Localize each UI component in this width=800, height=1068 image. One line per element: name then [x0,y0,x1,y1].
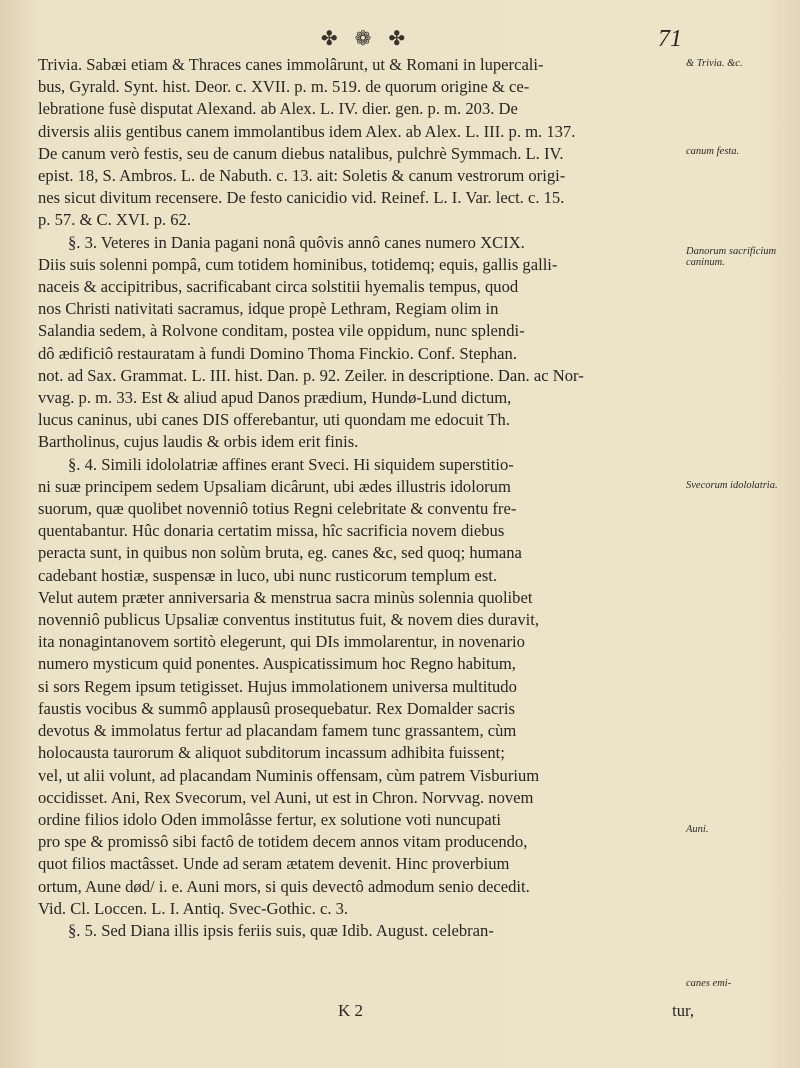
signature-mark: K 2 [338,1001,364,1020]
text-line: Velut autem præter anniversaria & menstrua sacra minùs solennia quolibet [38,587,533,607]
text-line: faustis vocibus & summô applausû prosequebatur. Rex Domalder sacris [38,698,515,718]
text-line: devotus & immolatus fertur ad placandam famem tunc grassantem, cùm [38,721,517,741]
text-line: Vid. Cl. Loccen. L. I. Antiq. Svec-Gothic. c. 3. [38,898,349,918]
text-line: Trivia. Sabæi etiam & Thraces canes immolârunt, ut & Romani in lupercali- [38,55,544,74]
margin-note: & Trivia. &c. [686,58,743,69]
text-line: diversis aliis gentibus canem immolantibus idem Alex. ab Alex. L. III. p. m. 137. [38,121,576,141]
margin-note: Danorum sacrificium caninum. [686,246,777,268]
text-line: holocausta taurorum & aliquot subditorum incassum adhibita fuissent; [38,743,505,763]
text-line: quentabantur. Hûc donaria certatim missa, hîc sacrificia novem diebus [38,521,505,541]
text-line: quot filios mactâsset. Unde ad seram ætatem devenit. Hinc proverbium [38,854,510,874]
margin-note: canes emi- [686,978,732,989]
page-number: 71 [658,26,682,52]
text-line: peracta sunt, in quibus non solùm bruta, eg. canes &c, sed quoq; humana [38,543,522,563]
text-line: novenniô publicus Upsaliæ conventus institutus fuit, & novem dies duravit, [38,610,539,630]
text-line: lebratione fusè disputat Alexand. ab Alex. L. IV. dier. gen. p. m. 203. De [38,99,518,119]
text-line: Diis suis solenni pompâ, cum totidem hominibus, totidemq; equis, gallis galli- [38,254,558,274]
margin-note: Auni. [686,824,709,835]
text-line: §. 4. Simili idololatriæ affines erant Sveci. Hi siquidem superstitio- [68,454,514,474]
text-line: dô ædificiô restauratam à fundi Domino Thoma Finckio. Conf. Stephan. [38,343,517,363]
text-line: numero mysticum quid ponentes. Auspicatissimum hoc Regno habitum, [38,654,516,674]
text-line: bus, Gyrald. Synt. hist. Deor. c. XVII. p. m. 519. de quorum origine & ce- [38,77,530,97]
text-line: occidisset. Ani, Rex Svecorum, vel Auni, ut est in Chron. Norvvag. novem [38,787,534,807]
text-line: §. 3. Veteres in Dania pagani nonâ quôvis annô canes numero XCIX. [68,232,525,252]
text-line: Salandia sedem, à Rolvone conditam, postea vile oppidum, nunc splendi- [38,321,525,341]
margin-note: canum festa. [686,146,740,157]
text-line: not. ad Sax. Grammat. L. III. hist. Dan. p. 92. Zeiler. in descriptione. Dan. ac Nor- [38,365,584,385]
text-line: §. 5. Sed Diana illis ipsis feriis suis, quæ Idib. August. celebran- [68,920,494,940]
text-line: ortum, Aune død/ i. e. Auni mors, si quis devectô admodum senio decedit. [38,876,530,896]
margin-note: Svecorum idololatria. [686,480,778,491]
text-line: si sors Regem ipsum tetigisset. Hujus immolationem universa multitudo [38,676,517,696]
page-footer [38,1001,694,1025]
text-line: p. 57. & C. XVI. p. 62. [38,210,192,230]
catchword: tur, [672,1001,694,1020]
text-line: Bartholinus, cujus laudis & orbis idem erit finis. [38,432,359,452]
text-line: cadebant hostiæ, suspensæ in luco, ubi nunc rusticorum templum est. [38,565,498,585]
text-line: ita nonagintanovem sortitò elegerunt, qui DIs immolarentur, in novenario [38,632,525,652]
text-line: vvag. p. m. 33. Est & aliud apud Danos prædium, Hundø-Lund dictum, [38,388,512,408]
text-line: De canum verò festis, seu de canum diebus natalibus, pulchrè Symmach. L. IV. [38,143,564,163]
text-line: vel, ut alii volunt, ad placandam Numinis offensam, cùm patrem Visburium [38,765,540,785]
text-line: ordine filios idolo Oden immolâsse fertur, ex solutione voti nuncupati [38,809,501,829]
text-line: lucus caninus, ubi canes DIS offerebantur, uti quondam me edocuit Th. [38,410,510,430]
text-line: ni suæ principem sedem Upsaliam dicârunt, ubi ædes illustris idolorum [38,476,511,496]
text-line: nes sicut divitum recensere. De festo canicidio vid. Reinef. L. I. Var. lect. c. 15. [38,188,565,208]
header-ornament: ✤ ❁ ✤ [320,28,412,50]
text-line: epist. 18, S. Ambros. L. de Nabuth. c. 13. ait: Soletis & canum vestrorum origi- [38,166,566,186]
main-text [38,54,680,942]
text-line: naceis & accipitribus, sacrificabant circa solstitii hyemalis tempus, quod [38,277,519,297]
text-line: suorum, quæ quolibet novenniô totius Regni celebritate & conventu fre- [38,499,517,519]
text-line: pro spe & promissô sibi factô de totidem decem annos vitam producendo, [38,832,528,852]
text-line: nos Christi nativitati sacramus, idque propè Lethram, Regiam olim in [38,299,499,319]
